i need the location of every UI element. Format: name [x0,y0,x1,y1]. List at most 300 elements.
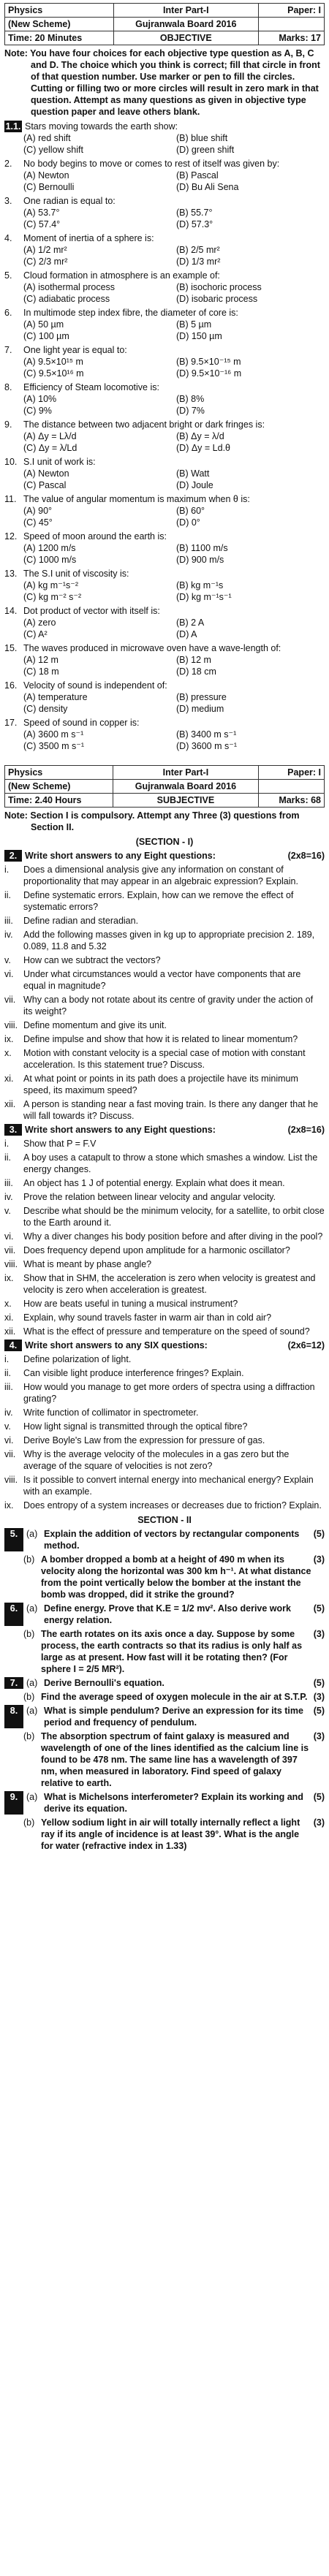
question-marks: (2x6=12) [287,1340,325,1350]
question-number: 5. [4,1528,23,1551]
question-text: Moment of inertia of a sphere is: [23,233,154,243]
mcq-option: (C) 2/3 mr² [23,257,68,267]
item-roman: x. [4,1299,12,1309]
mcq-option: (D) isobaric process [176,294,258,304]
question-marks: (2x8=16) [287,851,325,861]
short-question-item [4,1047,325,1071]
mcq-option: (C) 57.4° [23,219,61,229]
mcq-options [4,691,325,715]
mcq-option: (C) 18 m [23,666,59,677]
paper: Paper: I [258,766,324,780]
paper-type: OBJECTIVE [113,31,259,45]
question-number: 3. [4,1124,22,1136]
item-roman: ix. [4,1500,14,1511]
item-text: How would you manage to get more orders of spectra using a diffraction grating? [23,1382,315,1404]
short-question-item [4,1258,325,1270]
section-2-title: SECTION - II [137,1515,192,1525]
mcq-option: (D) 9.5×10⁻¹⁶ m [176,368,242,379]
part-text: The earth rotates on its axis once a day. Suppose by some process, the earth contracts so that its radius is only half as large as at present. How fast will it be rotating then? (For sphere I = 2/5 MR²). [41,1629,303,1674]
item-text: Prove the relation between linear velocity and angular velocity. [23,1192,276,1202]
item-text: Does frequency depend upon amplitude for a harmonic oscillator? [23,1245,290,1255]
question-text: Speed of moon around the earth is: [23,531,167,542]
short-question-heading [4,1340,325,1351]
mcq-question [4,270,325,281]
mcq-question [4,195,325,207]
question-text: The S.I unit of viscosity is: [23,569,129,579]
item-text: Why can a body not rotate about its centre of gravity under the action of its weight? [23,995,314,1017]
item-text: Define momentum and give its unit. [23,1020,167,1030]
item-roman: iii. [4,1178,13,1188]
section-1-title: (SECTION - I) [135,837,194,847]
short-question-item [4,1033,325,1045]
mcq-question [4,158,325,170]
mcq-option: (A) 1200 m/s [23,543,76,553]
item-roman: ii. [4,1368,12,1378]
mcq-options [4,356,325,379]
question-text: One light year is equal to: [23,345,127,355]
board: Gujranwala Board 2016 [113,780,258,794]
short-question-item [4,1272,325,1296]
item-text: Add the following masses given in kg up to appropriate precision 2. 189, 0.089, 11.8 and 5.32 [23,930,315,951]
mcq-options [4,319,325,342]
item-text: What is meant by phase angle? [23,1259,152,1269]
question-text: Stars moving towards the earth show: [25,121,178,132]
mcq-question [4,568,325,580]
mcq-option: (C) 100 µm [23,331,69,341]
mcq-question [4,344,325,356]
short-question-item [4,954,325,966]
question-text: Speed of sound in copper is: [23,718,140,728]
item-text: What is the effect of pressure and temperature on the speed of sound? [23,1326,310,1337]
long-question-part [4,1705,325,1728]
question-number: 1.1. [5,121,21,132]
question-number: 2. [4,159,12,169]
part-marks: (5) [313,1603,325,1614]
question-number: 15. [4,643,18,653]
short-question-item [4,864,325,887]
item-roman: viii. [4,1259,18,1269]
question-number: 7. [4,1677,23,1689]
short-question-item [4,1177,325,1189]
item-text: Does a dimensional analysis give any information on constant of proportionality that may appear in an algebraic expression? Explain. [23,865,298,886]
time: Time: 20 Minutes [5,31,114,45]
question-text: Velocity of sound is independent of: [23,680,167,691]
item-roman: v. [4,1421,11,1432]
question-number [4,1628,23,1675]
mcq-option: (B) 2/5 mr² [176,245,220,255]
mcq-option: (A) temperature [23,692,88,702]
mcq-option: (D) green shift [176,145,235,155]
mcq-question [4,531,325,542]
marks: Marks: 17 [259,31,325,45]
mcq-option: (C) adiabatic process [23,294,110,304]
short-question-item [4,1073,325,1096]
mcq-options [4,170,325,193]
mcq-options [4,281,325,305]
item-roman: vi. [4,969,14,979]
item-roman: x. [4,1048,12,1058]
mcq-option: (C) 1000 m/s [23,555,77,565]
item-roman: i. [4,1354,10,1364]
part-text: Derive Bernoulli's equation. [44,1678,164,1688]
short-question-item [4,1474,325,1497]
part-text: Explain the addition of vectors by rectangular components method. [44,1529,300,1551]
question-text: S.I unit of work is: [23,457,96,467]
short-question-item [4,1205,325,1228]
item-text: A person is standing near a fast moving train. Is there any danger that he will fall towards it? Discuss. [23,1099,319,1121]
long-question-part [4,1730,325,1789]
item-text: Does entropy of a system increases or decreases due to friction? Explain. [23,1500,322,1511]
short-question-item [4,1019,325,1031]
mcq-option: (A) Δy = Lλ/d [23,431,77,441]
question-number: 6. [4,1603,23,1626]
part-marks: (5) [313,1706,325,1716]
mcq-option: (A) kg m⁻¹s⁻² [23,580,78,590]
part-text: Find the average speed of oxygen molecule in the air at S.T.P. [41,1692,308,1702]
mcq-option: (D) Δy = Ld.θ [176,443,230,453]
mcq-option: (A) 3600 m s⁻¹ [23,729,84,740]
item-text: Under what circumstances would a vector have components that are equal in magnitude? [23,969,301,991]
short-question-item [4,1245,325,1256]
part-letter: (b) [23,1554,35,1565]
item-text: Describe what should be the minimum velocity, for a satellite, to orbit close to the Earth around it. [23,1206,325,1228]
question-number: 17. [4,718,18,728]
question-number: 4. [4,1340,22,1351]
part-letter: (a) [26,1529,38,1539]
item-roman: viii. [4,1475,18,1485]
short-question-item [4,1407,325,1418]
short-question-item [4,1138,325,1150]
item-roman: ix. [4,1034,14,1044]
question-number: 3. [4,196,12,206]
short-question-item [4,929,325,952]
part-letter: (a) [26,1678,38,1688]
mcq-option: (A) Newton [23,170,69,181]
short-question-item [4,1421,325,1432]
mcq-question [4,680,325,691]
part-text: A bomber dropped a bomb at a height of 490 m when its velocity along the horizontal was 300 km h⁻¹. At what distance from the point vertically below the bomber at the instant the bomb was dropped, did it strike the ground? [41,1554,311,1600]
item-roman: vii. [4,1449,16,1459]
mcq-option: (B) 1100 m/s [176,543,228,553]
mcq-option: (D) 57.3° [176,219,213,229]
question-number: 2. [4,850,22,862]
mcq-option: (A) 9.5×10¹⁵ m [23,357,83,367]
question-number: 13. [4,569,18,579]
item-text: An object has 1 J of potential energy. Explain what does it mean. [23,1178,285,1188]
part-marks: (5) [313,1678,325,1688]
mcq-option: (C) kg m⁻² s⁻² [23,592,82,602]
mcq-options [4,207,325,230]
part-marks: (3) [313,1554,325,1565]
mcq-options [4,244,325,267]
item-roman: ix. [4,1273,14,1283]
mcq-option: (D) 150 µm [176,331,222,341]
mcq-option: (C) 3500 m s⁻¹ [23,741,85,751]
subjective-note: Note: Section I is compulsory. Attempt any Three (3) questions from Section II. [4,810,300,832]
question-number: 8. [4,382,12,392]
question-number: 12. [4,531,18,542]
question-text: One radian is equal to: [23,196,116,206]
short-questions [4,850,325,1511]
subject: Physics [5,766,113,780]
mcq-options [4,617,325,640]
part-marks: (3) [313,1731,325,1741]
part-letter: (b) [23,1629,35,1639]
item-text: Show that P = F.V [23,1139,97,1149]
mcq-option: (B) Δy = λ/d [176,431,224,441]
mcq-option: (D) medium [176,704,224,714]
mcq-question [4,493,325,505]
long-question-part [4,1603,325,1626]
part-marks: (3) [313,1629,325,1639]
item-roman: v. [4,1206,11,1216]
question-text: Cloud formation in atmosphere is an example of: [23,270,220,281]
mcq-options [4,505,325,528]
mcq-option: (B) blue shift [176,133,228,143]
item-roman: xii. [4,1099,16,1109]
mcq-question [4,307,325,319]
objective-note: Note: You have four choices for each objective type question as A, B, C and D. The choice which you think is correct; fill that circle in front of that question number. Use marker or pen to fill the circles. Cutting or filling two or more circles will result in zero mark in that question. Attempt as many questions as given in objective type question paper and leave others blank. [4,48,320,117]
item-text: How are beats useful in tuning a musical instrument? [23,1299,238,1309]
mcq-option: (D) Joule [176,480,213,490]
mcq-option: (C) 45° [23,517,53,528]
item-text: Write function of collimator in spectrometer. [23,1407,199,1418]
question-number: 16. [4,680,18,691]
question-number [4,1691,23,1703]
mcq-option: (B) 5 µm [176,319,212,330]
item-roman: i. [4,865,10,875]
mcq-option: (A) 50 µm [23,319,64,330]
mcq-option: (B) Watt [176,468,210,479]
mcq-option: (A) zero [23,618,56,628]
mcq-option: (B) pressure [176,692,227,702]
item-roman: ii. [4,890,12,900]
long-question-part [4,1554,325,1600]
item-text: A boy uses a catapult to throw a stone which smashes a window. List the energy changes. [23,1152,318,1174]
mcq-option: (C) yellow shift [23,145,83,155]
part-letter: (a) [26,1706,38,1716]
long-question-part [4,1791,325,1815]
mcq-option: (A) 90° [23,506,53,516]
mcq-options [4,430,325,454]
mcq-option: (C) density [23,704,68,714]
question-number: 14. [4,606,18,616]
time: Time: 2.40 Hours [5,794,113,808]
part-marks: (3) [313,1817,325,1828]
question-number: 9. [4,419,12,430]
question-title: Write short answers to any SIX questions: [25,1340,208,1350]
question-number: 9. [4,1791,23,1815]
question-number [4,1554,23,1600]
question-text: No body begins to move or comes to rest of itself was given by: [23,159,280,169]
item-roman: viii. [4,1020,18,1030]
item-text: Show that in SHM, the acceleration is zero when velocity is greatest and velocity is zero when acceleration is greatest. [23,1273,316,1295]
mcq-list [4,121,325,752]
question-text: The value of angular momentum is maximum when θ is: [23,494,250,504]
subjective-header [4,765,325,808]
objective-header [4,3,325,45]
part-marks: (3) [313,1692,325,1702]
mcq-options [4,468,325,491]
short-question-heading [4,1124,325,1136]
subject: Physics [5,4,114,18]
item-text: Define impulse and show that how it is related to linear momentum? [23,1034,298,1044]
short-question-item [4,1353,325,1365]
short-question-item [4,1152,325,1175]
mcq-option: (D) kg m⁻¹s⁻¹ [176,592,232,602]
question-text: The waves produced in microwave oven have a wave-length of: [23,643,281,653]
mcq-option: (D) 0° [176,517,200,528]
short-question-heading [4,850,325,862]
short-question-item [4,1500,325,1511]
mcq-option: (D) A [176,629,197,639]
mcq-option: (A) 10% [23,394,57,404]
mcq-option: (D) Bu Ali Sena [176,182,239,192]
part: Inter Part-I [113,4,259,18]
mcq-option: (C) Δy = λ/Ld [23,443,77,453]
short-question-item [4,915,325,927]
short-question-item [4,1098,325,1122]
item-text: Is it possible to convert internal energy into mechanical energy? Explain with an example. [23,1475,314,1497]
mcq-option: (B) 2 A [176,618,205,628]
short-question-item [4,994,325,1017]
item-roman: ii. [4,1152,12,1163]
long-question-part [4,1817,325,1852]
mcq-options [4,132,325,156]
mcq-question [4,121,325,132]
short-question-item [4,1298,325,1310]
long-questions [4,1528,325,1852]
part-marks: (5) [313,1792,325,1802]
item-roman: vii. [4,995,16,1005]
mcq-option: (C) Pascal [23,480,67,490]
item-roman: i. [4,1139,10,1149]
mcq-option: (B) Pascal [176,170,219,181]
item-text: Define polarization of light. [23,1354,132,1364]
item-roman: iv. [4,1407,13,1418]
question-number: 4. [4,233,12,243]
part-text: What is simple pendulum? Derive an expression for its time period and frequency of pendulum. [44,1706,303,1728]
mcq-question [4,381,325,393]
short-question-item [4,1367,325,1379]
mcq-options [4,393,325,417]
item-roman: vi. [4,1231,14,1242]
mcq-option: (B) isochoric process [176,282,262,292]
mcq-question [4,717,325,729]
short-question-item [4,968,325,992]
item-roman: vii. [4,1245,16,1255]
mcq-option: (B) 60° [176,506,205,516]
item-text: Why a diver changes his body position before and after diving in the pool? [23,1231,323,1242]
question-text: In multimode step index fibre, the diameter of core is: [23,308,238,318]
question-title: Write short answers to any Eight questions: [25,1125,216,1135]
mcq-option: (A) isothermal process [23,282,116,292]
mcq-option: (C) Bernoulli [23,182,75,192]
marks: Marks: 68 [258,794,324,808]
question-marks: (2x8=16) [287,1125,325,1135]
question-number: 8. [4,1705,23,1728]
part: Inter Part-I [113,766,258,780]
mcq-option: (A) Newton [23,468,69,479]
item-text: How light signal is transmitted through the optical fibre? [23,1421,248,1432]
question-text: The distance between two adjacent bright or dark fringes is: [23,419,265,430]
item-roman: iv. [4,930,13,940]
part-text: Yellow sodium light in air will totally internally reflect a light ray if its angle of incidence is at least 39°. What is the angle for water (refractive index in 1.33) [41,1817,300,1851]
mcq-option: (A) red shift [23,133,71,143]
item-text: Motion with constant velocity is a special case of motion with constant acceleration. Is this statement true? Discuss. [23,1048,306,1070]
item-text: Explain, why sound travels faster in warm air than in cold air? [23,1312,272,1323]
question-number: 6. [4,308,12,318]
mcq-question [4,456,325,468]
mcq-option: (D) 7% [176,406,205,416]
item-roman: iii. [4,916,13,926]
part-letter: (b) [23,1817,35,1828]
short-question-item [4,1435,325,1446]
item-roman: iii. [4,1382,13,1392]
mcq-option: (B) kg m⁻¹s [176,580,224,590]
question-title: Write short answers to any Eight questions: [25,851,216,861]
item-text: Why is the average velocity of the molecules in a gas zero but the average of the square of velocities is not zero? [23,1449,290,1471]
long-question-part [4,1528,325,1551]
mcq-option: (C) 9% [23,406,52,416]
mcq-option: (A) 1/2 mr² [23,245,67,255]
item-text: Can visible light produce interference fringes? Explain. [23,1368,244,1378]
scheme: (New Scheme) [5,780,113,794]
question-number [4,1730,23,1789]
short-question-item [4,1381,325,1405]
item-text: At what point or points in its path does a projectile have its minimum speed, its maximum speed? [23,1074,298,1095]
long-question-part [4,1628,325,1675]
item-roman: xi. [4,1312,14,1323]
mcq-options [4,729,325,752]
scheme: (New Scheme) [5,18,114,31]
item-text: Define systematic errors. Explain, how can we remove the effect of systematic errors? [23,890,294,912]
board: Gujranwala Board 2016 [113,18,259,31]
item-roman: xii. [4,1326,16,1337]
mcq-options [4,542,325,566]
short-question-item [4,1326,325,1337]
mcq-option: (B) 12 m [176,655,211,665]
mcq-options [4,580,325,603]
part-letter: (a) [26,1792,38,1802]
mcq-option: (B) 9.5×10⁻¹⁵ m [176,357,241,367]
mcq-option: (D) 18 cm [176,666,216,677]
part-letter: (a) [26,1603,38,1614]
mcq-options [4,654,325,677]
part-text: The absorption spectrum of faint galaxy is measured and wavelength of one of the lines identified as the calcium line is found to be 478 nm. The same line has a wavelength of 397 nm, when measured in laboratory. Find speed of galaxy relative to earth. [41,1731,309,1788]
paper: Paper: I [259,4,325,18]
question-number: 5. [4,270,12,281]
mcq-option: (B) 3400 m s⁻¹ [176,729,237,740]
mcq-question [4,605,325,617]
short-question-item [4,1191,325,1203]
mcq-option: (A) 12 m [23,655,58,665]
short-question-item [4,1231,325,1242]
part-marks: (5) [313,1529,325,1539]
item-roman: xi. [4,1074,14,1084]
mcq-question [4,419,325,430]
mcq-option: (B) 8% [176,394,205,404]
question-number: 11. [4,494,17,504]
mcq-option: (C) 9.5×10¹⁶ m [23,368,84,379]
item-roman: v. [4,955,11,965]
item-roman: vi. [4,1435,14,1445]
mcq-option: (D) 900 m/s [176,555,224,565]
mcq-option: (D) 1/3 mr² [176,257,221,267]
mcq-option: (D) 3600 m s⁻¹ [176,741,238,751]
question-number: 10. [4,457,18,467]
question-text: Dot product of vector with itself is: [23,606,160,616]
